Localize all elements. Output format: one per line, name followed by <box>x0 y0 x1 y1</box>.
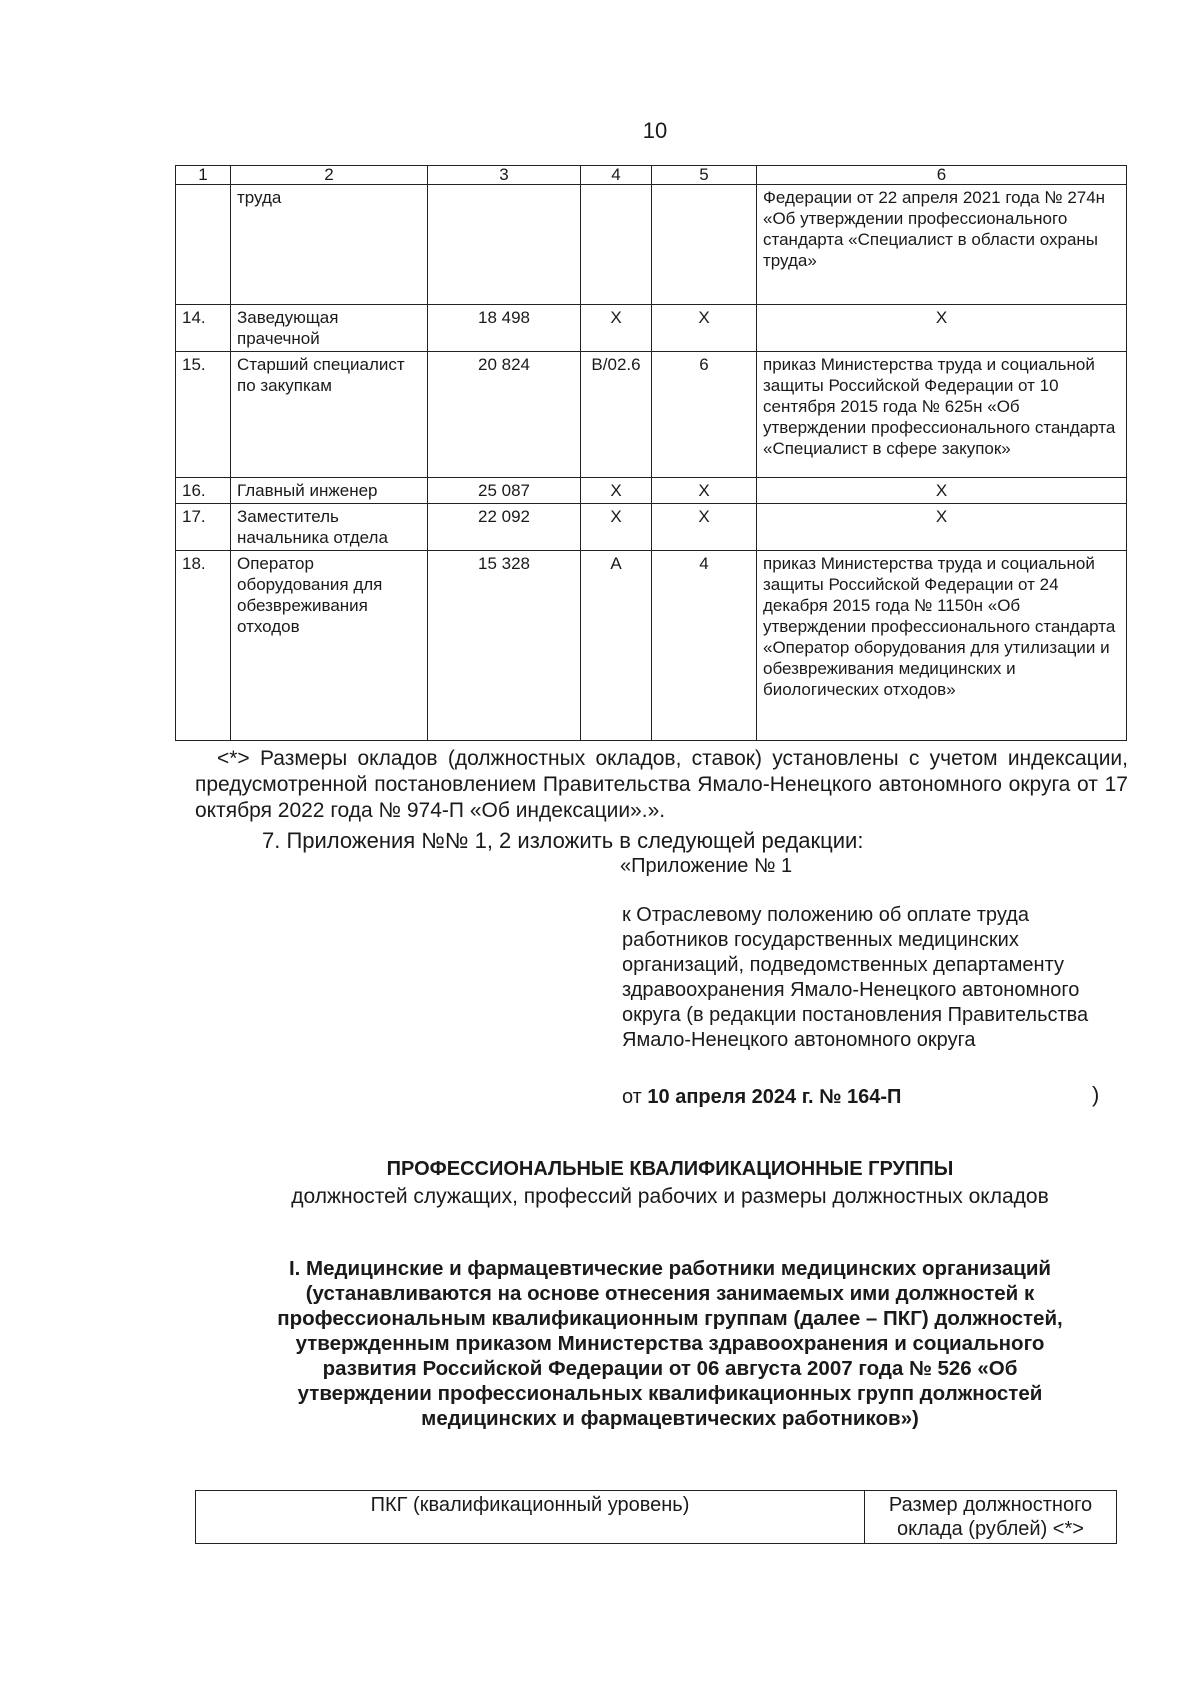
header-cell: 4 <box>581 166 652 185</box>
position-name: труда <box>231 185 428 305</box>
position-name: Главный инженер <box>231 478 428 504</box>
document-title: ПРОФЕССИОНАЛЬНЫЕ КВАЛИФИКАЦИОННЫЕ ГРУППЫ <box>386 1158 954 1180</box>
table-row <box>176 185 1127 305</box>
appendix-close-paren: ) <box>1092 1082 1100 1107</box>
document-subtitle: должностей служащих, профессий рабочих и размеры должностных окладов <box>291 1185 1049 1208</box>
appendix-date-prefix: от <box>622 1086 642 1108</box>
position-name: Заведующая прачечной <box>231 305 428 352</box>
salary-value: 22 092 <box>428 504 581 551</box>
qual-value: Х <box>652 478 757 504</box>
requirement-text: Федерации от 22 апреля 2021 года № 274н «Об утверждении профессионального стандарта «Специалист в области охраны труда» <box>757 185 1127 305</box>
level-value: Х <box>581 478 652 504</box>
header-cell: 1 <box>176 166 231 185</box>
header-cell: 2 <box>231 166 428 185</box>
level-value <box>581 185 652 305</box>
footnote-text: <*> Размеры окладов (должностных окладов, ставок) установлены с учетом индексации, предусмотренной постановлением Правительства Ямало-Ненецкого автономного округа от 17 октября 2022 года № 974-П «Об индексации».». <box>195 747 1128 822</box>
qual-value: Х <box>652 504 757 551</box>
level-value: Х <box>581 305 652 352</box>
pkg-header-col2: Размер должностного оклада (рублей) <*> <box>865 1491 1117 1544</box>
qual-value: 4 <box>652 551 757 741</box>
requirement-text: Х <box>757 305 1127 352</box>
level-value: В/02.6 <box>581 352 652 478</box>
appendix-date <box>622 1086 901 1109</box>
salary-value: 20 824 <box>428 352 581 478</box>
position-name: Оператор оборудования для обезвреживания отходов <box>231 551 428 741</box>
level-value: Х <box>581 504 652 551</box>
position-name: Заместитель начальника отдела <box>231 504 428 551</box>
requirement-text: Х <box>757 504 1127 551</box>
salary-value <box>428 185 581 305</box>
header-cell: 3 <box>428 166 581 185</box>
table-row <box>176 551 1127 741</box>
requirement-text: Х <box>757 478 1127 504</box>
pkg-header-row <box>196 1491 1117 1544</box>
requirement-text: приказ Министерства труда и социальной защиты Российской Федерации от 10 сентября 2015 года № 625н «Об утверждении профессионального стандарта «Специалист в сфере закупок» <box>757 352 1127 478</box>
qual-value <box>652 185 757 305</box>
row-number: 17. <box>176 504 231 551</box>
position-name: Старший специалист по закупкам <box>231 352 428 478</box>
appendix-text: к Отраслевому положению об оплате труда работников государственных медицинских организаций, подведомственных департаменту здравоохранения Ямало-Ненецкого автономного округа (в редакции постановления Правительства Ямало-Ненецкого автономного округа <box>622 904 1089 1051</box>
salary-value: 25 087 <box>428 478 581 504</box>
page-number: 10 <box>642 118 668 143</box>
salary-value: 15 328 <box>428 551 581 741</box>
section-title: I. Медицинские и фармацевтические работники медицинских организаций (устанавливаются на основе отнесения занимаемых ими должностей к профессиональным квалификационным группам (далее – ПКГ) должностей, утвержденным приказом Министерства здравоохранения и социального развития Российской Федерации от 06 августа 2007 года № 526 «Об утверждении профессиональных квалификационных групп должностей медицинских и фармацевтических работников») <box>277 1257 1063 1430</box>
row-number: 18. <box>176 551 231 741</box>
row-number: 14. <box>176 305 231 352</box>
table-row <box>176 305 1127 352</box>
row-number: 16. <box>176 478 231 504</box>
header-cell: 5 <box>652 166 757 185</box>
header-cell: 6 <box>757 166 1127 185</box>
level-value: А <box>581 551 652 741</box>
pkg-table <box>195 1490 1117 1544</box>
qual-value: Х <box>652 305 757 352</box>
table-row <box>176 352 1127 478</box>
table-row <box>176 504 1127 551</box>
salary-table <box>175 165 1127 741</box>
row-number <box>176 185 231 305</box>
salary-value: 18 498 <box>428 305 581 352</box>
appendix-date-value: 10 апреля 2024 г. № 164-П <box>647 1086 902 1108</box>
requirement-text: приказ Министерства труда и социальной защиты Российской Федерации от 24 декабря 2015 года № 1150н «Об утверждении профессионального стандарта «Оператор оборудования для утилизации и обезвреживания медицинских и биологических отходов» <box>757 551 1127 741</box>
pkg-header-col1: ПКГ (квалификационный уровень) <box>196 1491 865 1544</box>
appendix-heading: «Приложение № 1 <box>620 855 793 877</box>
qual-value: 6 <box>652 352 757 478</box>
item-7: 7. Приложения №№ 1, 2 изложить в следующей редакции: <box>262 828 864 853</box>
footnote <box>195 746 1128 824</box>
row-number: 15. <box>176 352 231 478</box>
table-header-row <box>176 166 1127 185</box>
table-row <box>176 478 1127 504</box>
